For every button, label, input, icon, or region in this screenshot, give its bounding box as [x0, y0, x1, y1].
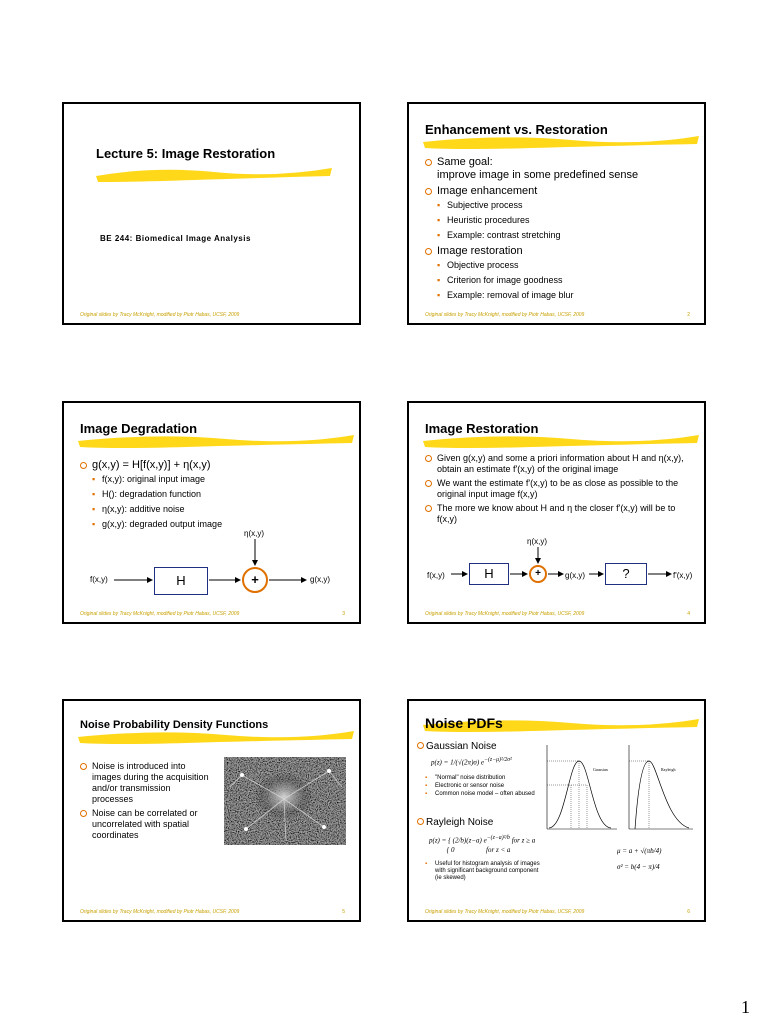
bullet-item: Image enhancement ▪ Subjective process ▪ Heuristic procedures ▪ Example: contrast stretching: [425, 185, 695, 241]
sub-bullet: ▪ Criterion for image goodness: [437, 275, 563, 285]
output-label: g(x,y): [310, 575, 330, 584]
sum-node: +: [242, 567, 268, 593]
slide-footer: Original slides by Tracy McKnight, modified by Piotr Habas, UCSF, 2009: [425, 611, 585, 617]
bullet-item: We want the estimate f'(x,y) to be as close as possible to the original input image f(x,y): [425, 478, 697, 500]
page-number: 1: [741, 997, 750, 1017]
bullet-list: [425, 156, 695, 305]
sub-bullet-marker-icon: ▪: [92, 489, 96, 499]
slide-1: [62, 102, 361, 325]
noise-label: η(x,y): [527, 537, 547, 546]
sub-bullet-marker-icon: ▪: [92, 519, 96, 529]
slide-title: Image Degradation: [80, 421, 198, 436]
sub-bullet-marker-icon: ▪: [425, 783, 428, 789]
slide-3: [62, 401, 361, 624]
input-label: f(x,y): [427, 571, 445, 580]
gaussian-sub-list: [425, 775, 541, 799]
sub-bullet-marker-icon: ▪: [437, 275, 441, 285]
sub-bullet-marker-icon: ▪: [437, 200, 441, 210]
slide-number: 4: [687, 611, 690, 617]
slide-title: Noise PDFs: [425, 715, 503, 731]
sub-bullet-marker-icon: ▪: [437, 230, 441, 240]
yellow-brush-underline: [94, 162, 334, 184]
slide-footer: Original slides by Tracy McKnight, modified by Piotr Habas, UCSF, 2009: [80, 611, 240, 617]
slide-number: 3: [342, 611, 345, 617]
slide-number: 5: [342, 909, 345, 915]
slide-footer: Original slides by Tracy McKnight, modified by Piotr Habas, UCSF, 2009: [425, 312, 585, 318]
sub-bullet: ▪ H(): degradation function: [92, 489, 202, 499]
bullet-item: Given g(x,y) and some a priori information about H and η(x,y), obtain an estimate f'(x,y) of the original image: [425, 453, 697, 475]
gaussian-heading: Gaussian Noise: [417, 741, 497, 752]
degradation-box: H: [469, 563, 509, 585]
slide-number: 2: [687, 312, 690, 318]
sub-bullet-marker-icon: ▪: [92, 474, 96, 484]
slide-6: [407, 699, 706, 922]
bullet-marker-icon: [417, 742, 424, 749]
slide-number: 6: [687, 909, 690, 915]
output-label: f'(x,y): [673, 571, 693, 580]
gaussian-plot: [539, 741, 619, 837]
bullet-marker-icon: [80, 763, 87, 770]
sum-node: +: [529, 565, 547, 583]
bullet-item: Same goal: improve image in some predefined sense: [425, 156, 695, 182]
sub-bullet-marker-icon: ▪: [425, 791, 428, 797]
degraded-label: g(x,y): [565, 571, 585, 580]
input-label: f(x,y): [90, 575, 108, 584]
noise-label: η(x,y): [244, 529, 264, 538]
rayleigh-mean-formula: μ = a + √(πb/4): [617, 847, 662, 855]
rayleigh-sub-list: [425, 861, 541, 886]
sub-bullet: ▪ Example: removal of image blur: [437, 290, 574, 300]
bullet-list: [80, 761, 210, 844]
sub-bullet-marker-icon: ▪: [437, 215, 441, 225]
restoration-box: ?: [605, 563, 647, 585]
noisy-cell-image: [224, 757, 346, 845]
bullet-item: Image restoration ▪ Objective process ▪ Criterion for image goodness ▪ Example: removal of image blur: [425, 245, 695, 301]
rayleigh-variance-formula: σ² = b(4 − π)/4: [617, 863, 660, 871]
rayleigh-formula: p(z) = { (2/b)(z−a) $e^{-(z-a)^2/b}$ for z ≥ a { 0 for z < a: [429, 835, 536, 855]
bullet-marker-icon: [425, 188, 432, 195]
bullet-item: Noise is introduced into images during the acquisition and/or transmission processes: [80, 761, 210, 805]
sub-bullet-marker-icon: ▪: [425, 861, 428, 867]
sub-bullet: ▪ f(x,y): original input image: [92, 474, 206, 484]
slide-title: Noise Probability Density Functions: [80, 719, 269, 731]
sub-bullet: ▪ Useful for histogram analysis of images with significant background component (ie skewed): [425, 861, 540, 881]
gaussian-formula: p(z) = 1/(√(2π)σ) $e^{-(z-\mu)^2/2\sigma^2}$: [431, 757, 512, 767]
sub-bullet-marker-icon: ▪: [425, 775, 428, 781]
bullet-item: The more we know about H and η the closer f'(x,y) will be to f(x,y): [425, 503, 697, 525]
sub-bullet: ▪ Heuristic procedures: [437, 215, 530, 225]
degradation-box: H: [154, 567, 208, 595]
bullet-marker-icon: [80, 810, 87, 817]
slide-2: [407, 102, 706, 325]
slide-title: Image Restoration: [425, 421, 539, 436]
sub-bullet: ▪ g(x,y): degraded output image: [92, 519, 223, 529]
bullet-marker-icon: [425, 248, 432, 255]
sub-bullet-marker-icon: ▪: [92, 504, 96, 514]
sub-bullet-marker-icon: ▪: [437, 260, 441, 270]
sub-bullet: ▪ Subjective process: [437, 200, 523, 210]
sub-bullet: ▪ η(x,y): additive noise: [92, 504, 185, 514]
sub-bullet: ▪ Objective process: [437, 260, 519, 270]
rayleigh-plot-label: Rayleigh: [661, 767, 676, 772]
slide-footer: Original slides by Tracy McKnight, modified by Piotr Habas, UCSF, 2009: [80, 909, 240, 915]
sub-bullet: ▪ Example: contrast stretching: [437, 230, 561, 240]
slide-title: Enhancement vs. Restoration: [425, 122, 608, 137]
slide-subtitle: BE 244: Biomedical Image Analysis: [100, 234, 251, 243]
rayleigh-heading: Rayleigh Noise: [417, 817, 493, 828]
slide-4: [407, 401, 706, 624]
gaussian-plot-label: Gaussian: [593, 767, 608, 772]
slide-footer: Original slides by Tracy McKnight, modified by Piotr Habas, UCSF, 2009: [80, 312, 240, 318]
slide-5: [62, 699, 361, 922]
rayleigh-plot: [621, 741, 695, 837]
sub-bullet: ▪ Electronic or sensor noise: [425, 783, 505, 789]
bullet-marker-icon: [417, 818, 424, 825]
bullet-item: Noise can be correlated or uncorrelated with spatial coordinates: [80, 808, 210, 841]
sub-bullet: ▪ Common noise model – often abused: [425, 791, 535, 797]
bullet-marker-icon: [425, 159, 432, 166]
bullet-item: g(x,y) = H[f(x,y)] + η(x,y) ▪ f(x,y): original input image ▪ H(): degradation function ▪ η(x,y): additive noise ▪ g(x,y): degraded output image: [80, 459, 350, 530]
sub-bullet-marker-icon: ▪: [437, 290, 441, 300]
sub-bullet: ▪ "Normal" noise distribution: [425, 775, 506, 781]
slide-title: Lecture 5: Image Restoration: [96, 146, 276, 161]
slide-footer: Original slides by Tracy McKnight, modified by Piotr Habas, UCSF, 2009: [425, 909, 585, 915]
